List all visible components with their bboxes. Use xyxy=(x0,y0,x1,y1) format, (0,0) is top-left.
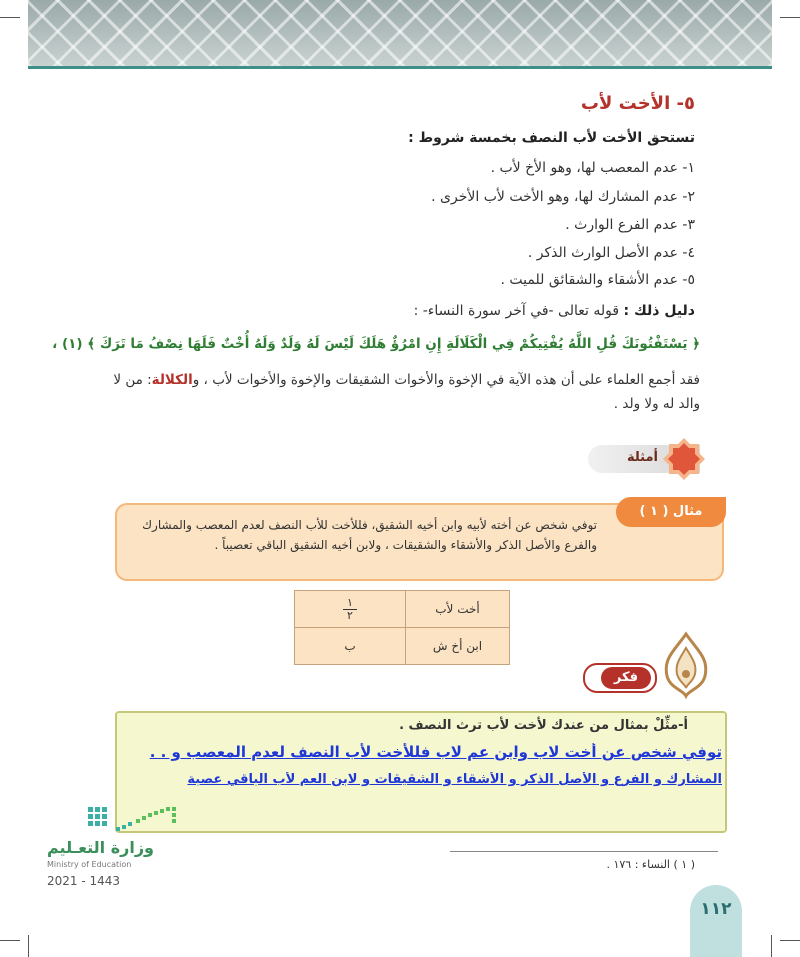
example-text: توفي شخص عن أخته لأبيه وابن أخيه الشقيق، فللأخت للأب النصف لعدم المعصب والمشارك والفرع والأصل الذكر والأشقاء والشقيقات ، ولابن أخيه الشقيق الباقي تعصيباً . xyxy=(142,518,597,552)
crop-mark xyxy=(780,940,800,941)
footnote-divider xyxy=(450,851,718,852)
footnote: ( ١ ) النساء : ١٧٦ . xyxy=(606,858,695,871)
think-label: فكر xyxy=(601,667,651,689)
crop-mark xyxy=(780,17,800,18)
heir-cell: ابن أخ ش xyxy=(406,628,510,665)
header-pattern-banner xyxy=(28,0,772,66)
paragraph-text: : من لا والد له ولا ولد . xyxy=(113,372,700,412)
fraction xyxy=(343,597,357,622)
think-question: أ-مثِّلْ بمثال من عندك لأخت لأب ترث النصف . xyxy=(399,718,688,733)
example-tab: مثال ( ١ ) xyxy=(616,497,726,527)
paragraph-text: فقد أجمع العلماء على أن هذه الآية في الإخوة والأخوات الشقيقات والإخوة والأخوات لأب ، و xyxy=(192,372,700,388)
condition-item: ٥- عدم الأشقاء والشقائق للميت . xyxy=(500,272,695,288)
crop-mark xyxy=(28,935,29,957)
header-divider xyxy=(28,66,772,69)
section-intro: تستحق الأخت لأب النصف بخمسة شروط : xyxy=(408,130,695,146)
inheritance-table xyxy=(294,590,510,665)
condition-item: ٣- عدم الفرع الوارث . xyxy=(565,217,695,233)
evidence-text: قوله تعالى -في آخر سورة النساء- : xyxy=(413,303,620,319)
ornament-icon xyxy=(655,630,717,700)
explanation-paragraph xyxy=(100,368,700,416)
table-row xyxy=(295,591,510,628)
page-number: ١١٢ xyxy=(700,899,732,919)
share-cell xyxy=(295,591,406,628)
edition-year: 2021 - 1443 xyxy=(47,874,121,888)
ministry-logo-icon xyxy=(48,803,188,837)
condition-item: ٤- عدم الأصل الوارث الذكر . xyxy=(527,245,695,261)
octagon-badge-icon xyxy=(662,437,706,481)
think-label-pill xyxy=(583,663,657,693)
page-number-tab xyxy=(690,885,742,957)
kalala-term: الكلالة xyxy=(151,372,193,388)
share-cell: ب xyxy=(295,628,406,665)
condition-item: ١- عدم المعصب لها، وهو الأخ لأب . xyxy=(490,160,695,176)
crop-mark xyxy=(0,17,20,18)
fraction-numerator: ١ xyxy=(343,597,357,610)
table-row xyxy=(295,628,510,665)
example-box xyxy=(115,503,724,581)
handwritten-answer-line: المشارك و الفرع و الأصل الذكر و الأشقاء و الشقيقات و لابن العم لأب الباقي عصبة xyxy=(187,772,722,787)
condition-item: ٢- عدم المشارك لها، وهو الأخت لأب الأخرى . xyxy=(431,189,695,205)
ministry-name-ar: وزارة التعـليم xyxy=(47,838,154,857)
evidence-label: دليل ذلك : xyxy=(623,303,695,319)
heir-cell: أخت لأب xyxy=(406,591,510,628)
crop-mark xyxy=(771,935,772,957)
crop-mark xyxy=(0,940,20,941)
handwritten-answer-line: توفي شخص عن أخت لاب وابن عم لاب فللأخت لأب النصف لعدم المعصب و . . xyxy=(149,743,722,761)
ministry-name-en: Ministry of Education xyxy=(47,860,132,869)
quran-verse: ﴿ يَسْتَفْتُونَكَ قُلِ اللَّهُ يُفْتِيكُمْ فِي الْكَلَالَةِ إِنِ امْرُؤٌ هَلَكَ لَيْسَ لَهُ وَلَدٌ وَلَهُ أُخْتٌ فَلَهَا نِصْفُ مَا تَرَكَ ﴾ (١) ، xyxy=(52,336,700,352)
evidence-line xyxy=(414,303,695,319)
section-title: ٥- الأخت لأب xyxy=(580,93,695,114)
examples-label: أمثلة xyxy=(626,450,658,465)
fraction-denominator: ٢ xyxy=(347,608,353,622)
examples-header xyxy=(588,437,700,481)
